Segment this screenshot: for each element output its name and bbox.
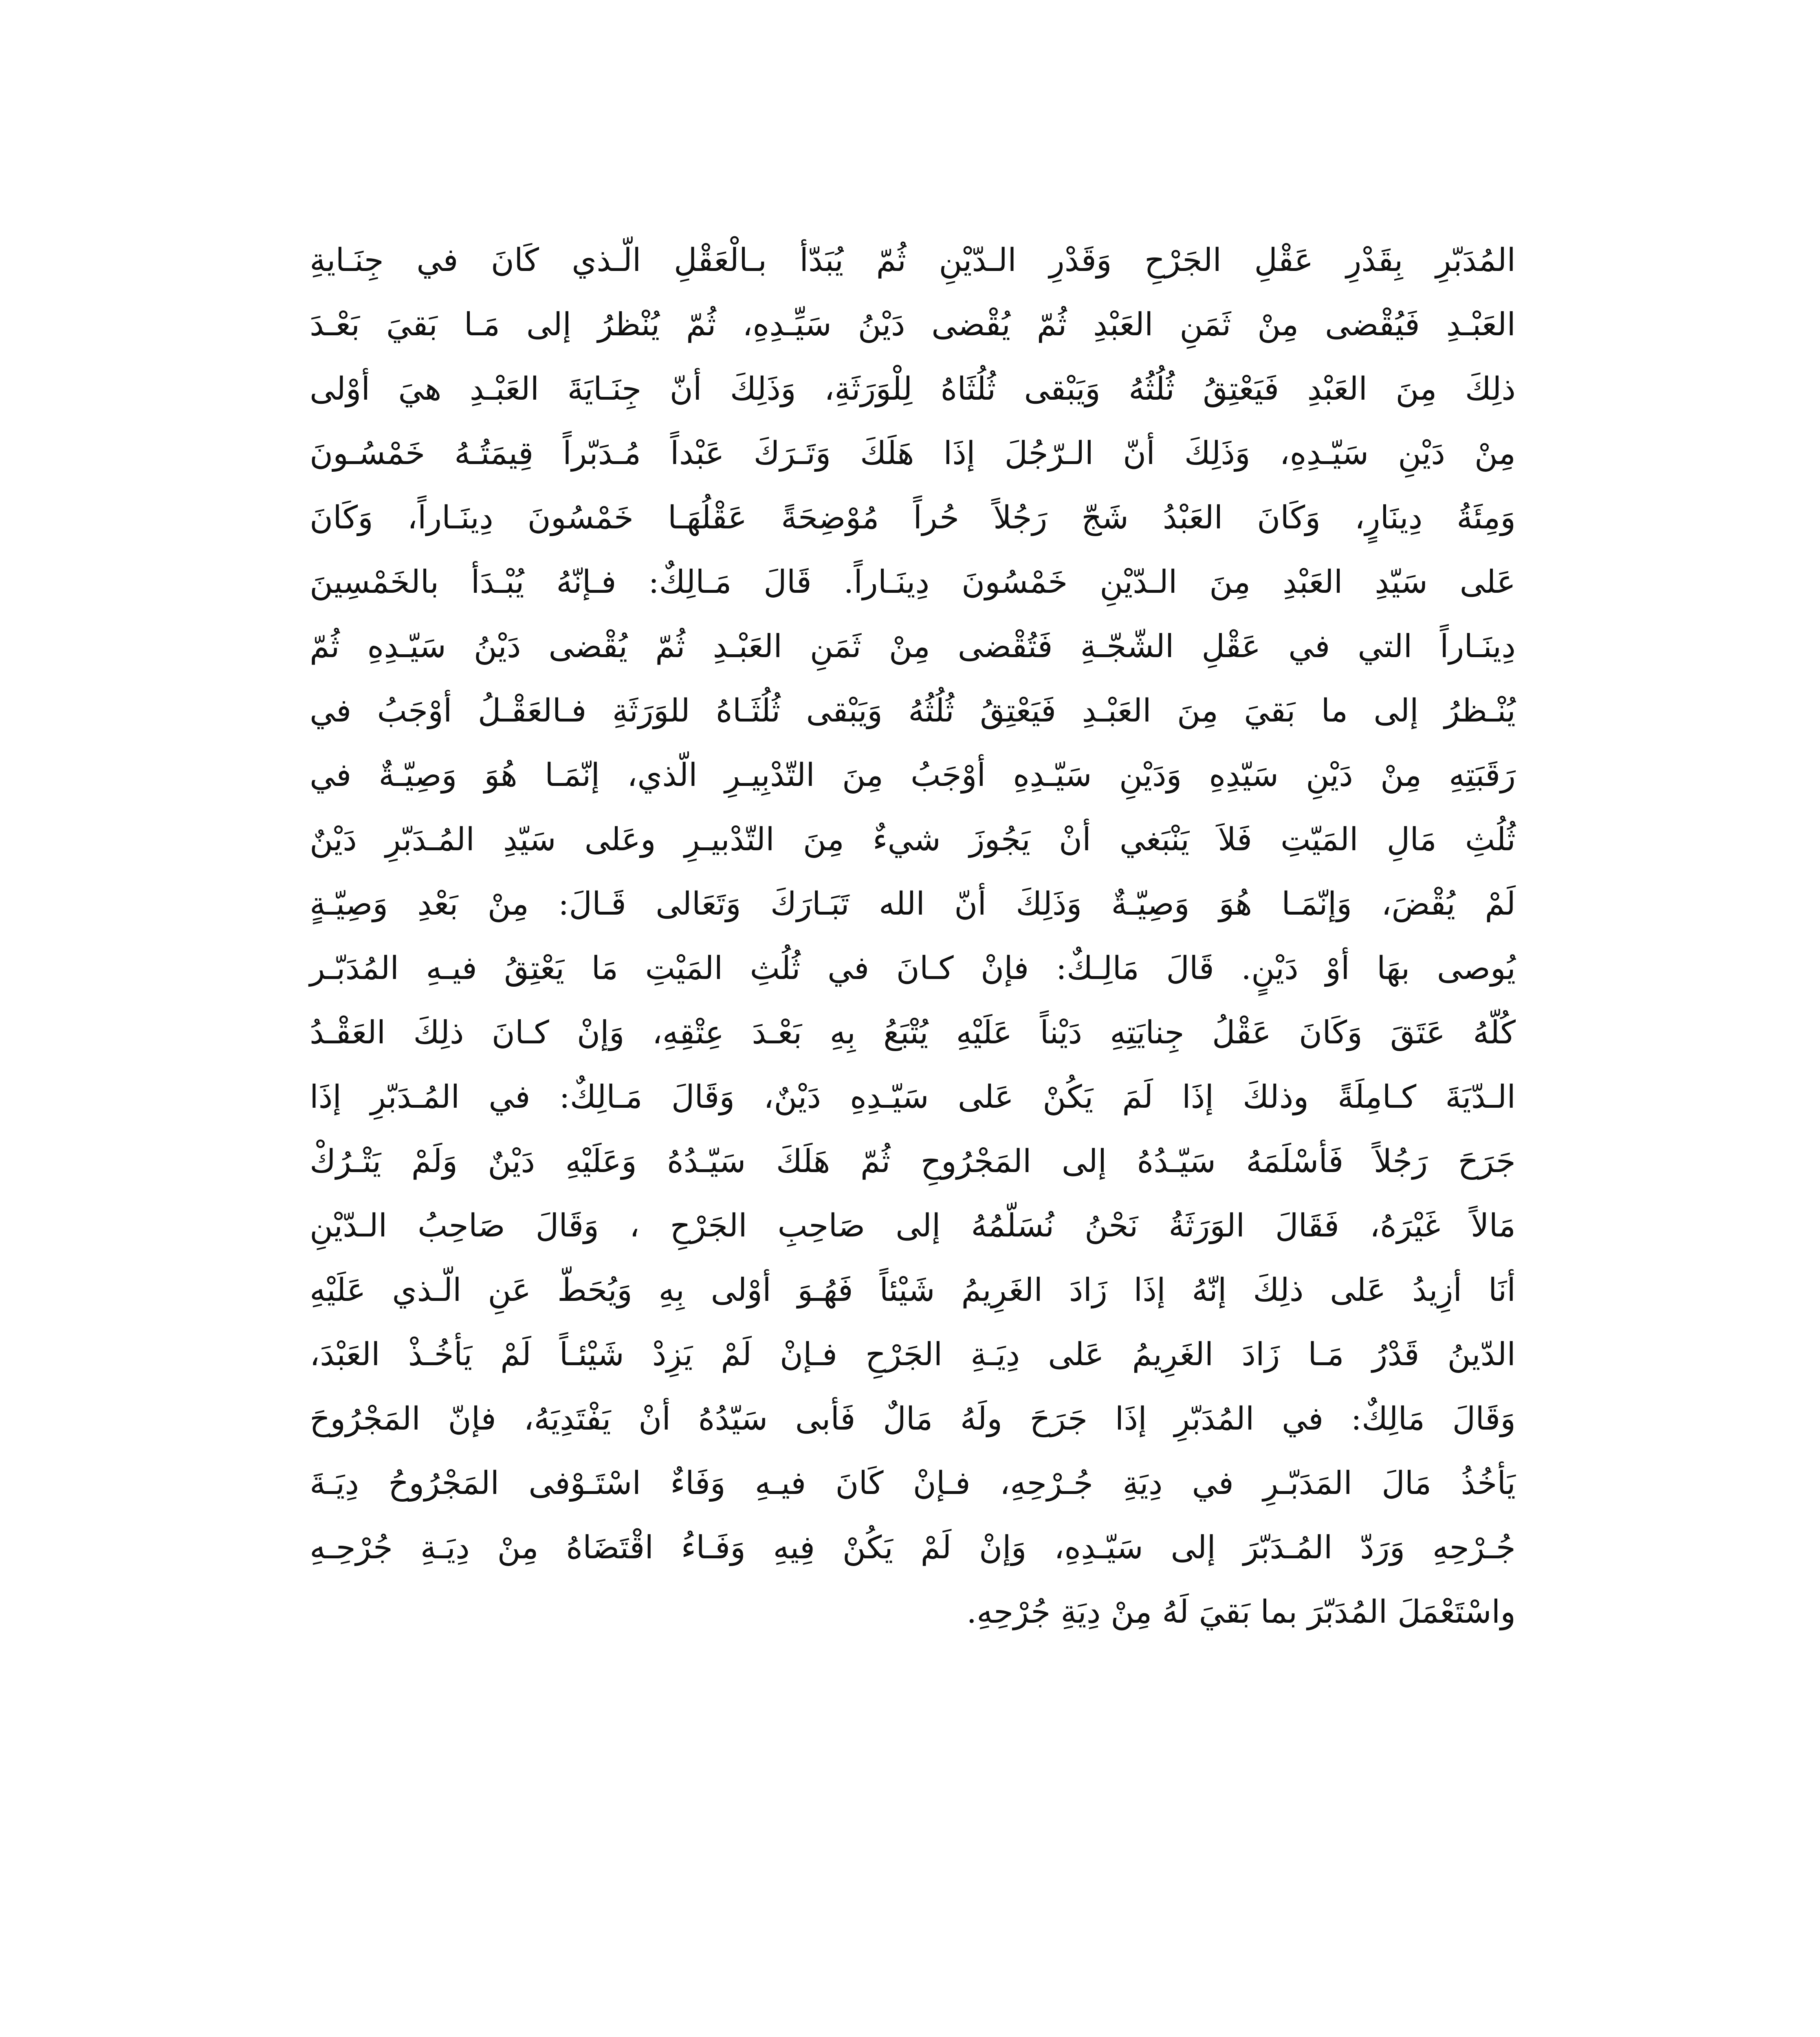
- text-line: المُدَبّرِ بِقَدْرِ عَقْلِ الجَرْحِ وَقَدْرِ الـدّيْنِ ثُمّ يُبَدّأ بـالْعَقْلِ الّـذي كَانَ في جِنَـايةِ: [310, 242, 1516, 279]
- text-line: العَبْـدِ فَيُقْضى مِنْ ثَمَنِ العَبْدِ ثُمّ يُقْضى دَيْنُ سَيِّـدِهِ، ثُمّ يُنْظرُ إلى مَـا بَقيَ بَعْـدَ: [310, 306, 1516, 343]
- text-line: أنَا أزِيدُ عَلى ذلِكَ إنّهُ إذَا زَادَ الغَرِيمُ شَيْئاً فَهُـوَ أوْلى بِهِ وَيُحَطّ عَنِ الّـذي عَلَيْهِ: [310, 1272, 1516, 1309]
- text-line: رَقَبَتِهِ مِنْ دَيْنِ سَيّدِهِ وَدَيْنِ سَيّـدِهِ أوْجَبُ مِنَ التّدْبِيـرِ الّذي، إنّمَـا هُوَ وَصِيّـةٌ في: [310, 757, 1516, 794]
- text-line: كُلّهُ عَتَقَ وَكَانَ عَقْلُ جِنايَتِهِ دَيْناً عَلَيْهِ يُتْبَعُ بِهِ بَعْـدَ عِتْقِهِ، وَإنْ كـانَ ذلِكَ العَقْـدُ: [310, 1014, 1516, 1051]
- text-line: يَأخُذُ مَالَ المَدَبّـرِ في دِيَةِ جُـرْحِهِ، فـإنْ كَانَ فيـهِ وَفَاءٌ اسْتَـوْفى المَجْرُوحُ دِيَـةَ: [310, 1465, 1516, 1502]
- text-line: عَلى سَيّدِ العَبْدِ مِنَ الـدّيْنِ خَمْسُونَ دِينَـاراً. قَالَ مَـالِكٌ: فـإنّهُ يُبْـدَأ بالخَمْسِينَ: [310, 564, 1516, 601]
- text-line: مِنْ دَيْنِ سَيّـدِهِ، وَذَلِكَ أنّ الـرّجُلَ إذَا هَلَكَ وَتَـرَكَ عَبْداً مُـدَبّراً قِيمَتُـهُ خَمْسُـونَ: [310, 435, 1516, 472]
- text-line: لَمْ يُقْضَ، وَإنّمَـا هُوَ وَصِيّـةٌ وَذَلِكَ أنّ الله تَبَـارَكَ وَتَعَالى قَـالَ: مِنْ بَعْدِ وَصِيّـةٍ: [310, 886, 1516, 922]
- text-line: يُوصى بهَا أوْ دَيْنٍ. قَالَ مَالِـكٌ: فإنْ كـانَ في ثُلُثِ المَيْتِ مَا يَعْتِقُ فيـهِ المُدَبّـر: [310, 950, 1516, 987]
- text-line: ثُلُثِ مَالِ المَيّتِ فَلاَ يَنْبَغي أنْ يَجُوزَ شيءٌ مِنَ التّدْبيـرِ وعَلى سَيّدِ المُـدَبّرِ دَيْنٌ: [310, 821, 1516, 858]
- text-line: جُـرْحِهِ وَرَدّ المُـدَبّرَ إلى سَيّـدِهِ، وَإنْ لَمْ يَكُنْ فِيهِ وَفَـاءُ اقْتَضَاهُ مِنْ دِيَـةِ جُرْحِـهِ: [310, 1529, 1516, 1566]
- text-line: واسْتَعْمَلَ المُدَبّرَ بما بَقيَ لَهُ مِنْ دِيَةِ جُرْحِهِ.: [966, 1594, 1516, 1630]
- text-line: مَالاً غَيْرَهُ، فَقَالَ الوَرَثَةُ نَحْنُ نُسَلّمُهُ إلى صَاحِبِ الجَرْحِ ، وَقَالَ صَاحِبُ الـدّيْنِ: [310, 1208, 1516, 1244]
- text-line: الدّينُ قَدْرُ مَـا زَادَ الغَرِيمُ عَلى دِيَـةِ الجَرْحِ فـإنْ لَمْ يَزِدْ شَيْئـاً لَمْ يَأخُـذْ العَبْدَ،: [310, 1336, 1516, 1373]
- body-text: [310, 228, 1516, 1644]
- text-line: ذلِكَ مِنَ العَبْدِ فَيَعْتِقُ ثُلُثُهُ وَيَبْقى ثُلُثَاهُ لِلْوَرَثَةِ، وَذَلِكَ أنّ جِنَـايَةَ العَبْـدِ هيَ أوْلى: [310, 371, 1516, 407]
- text-line: الـدّيَةَ كـامِلَةً وذلكَ إذَا لَمَ يَكُنْ عَلى سَيّـدِهِ دَيْنٌ، وَقَالَ مَـالِكٌ: في المُـدَبّرِ إذَا: [310, 1079, 1516, 1115]
- text-line: جَرَحَ رَجُلاً فَأسْلَمَهُ سَيّـدُهُ إلى المَجْرُوحِ ثُمّ هَلَكَ سَيّـدُهُ وَعَلَيْهِ دَيْنٌ وَلَمْ يَتْـرُكْ: [310, 1143, 1516, 1180]
- text-line: وَقَالَ مَالِكٌ: في المُدَبّرِ إذَا جَرَحَ ولَهُ مَالٌ فَأبى سَيّدُهُ أنْ يَفْتَدِيَهُ، فإنّ المَجْرُوحَ: [310, 1401, 1516, 1437]
- text-line: وَمِئَةُ دِينَارٍ، وَكَانَ العَبْدُ شَجّ رَجُلاً حُراً مُوْضِحَةً عَقْلُهَـا خَمْسُونَ دِينَـاراً، وَكَانَ: [310, 499, 1516, 536]
- text-line: يُنْـظرُ إلى ما بَقيَ مِنَ العَبْـدِ فَيَعْتِقُ ثُلُثُهُ وَيَبْقى ثُلُثَـاهُ للوَرَثَةِ فـالعَقْـلُ أوْجَبُ في: [310, 693, 1516, 729]
- text-line: دِينَـاراً التي في عَقْلِ الشّجّـةِ فَتُقْضى مِنْ ثَمَنِ العَبْـدِ ثُمّ يُقْضى دَيْنُ سَيّـدِهِ ثُمّ: [310, 628, 1516, 665]
